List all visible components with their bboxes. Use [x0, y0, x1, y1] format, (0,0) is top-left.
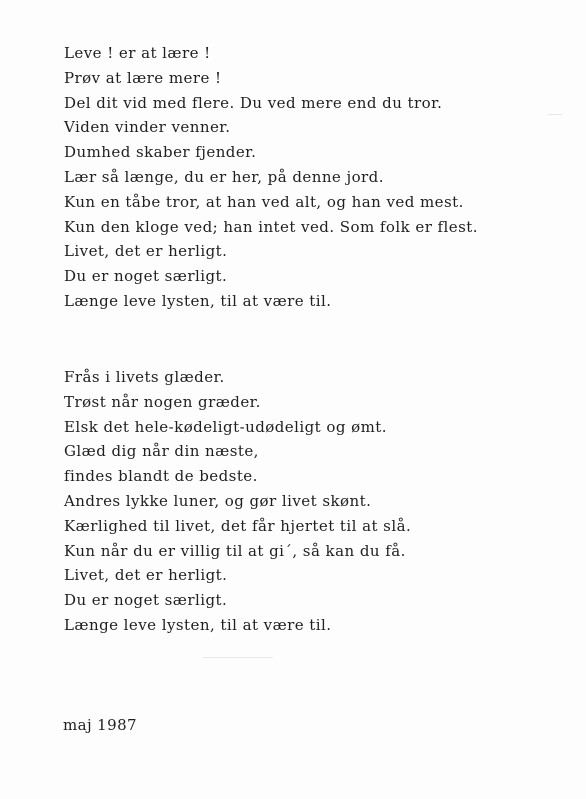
poem-line: Kun den kloge ved; han intet ved. Som folk er flest. [64, 217, 478, 236]
poem-line: Leve ! er at lære ! [64, 44, 211, 62]
poem-line: Kun en tåbe tror, at han ved alt, og han ved mest. [64, 192, 464, 211]
poem-line: Elsk det hele-kødeligt-udødeligt og ømt. [64, 417, 387, 436]
poem-date: maj 1987 [63, 716, 137, 734]
poem-line: Kærlighed til livet, det får hjertet til at slå. [64, 516, 412, 535]
poem-line: Dumhed skaber fjender. [64, 143, 257, 162]
poem-line: Du er noget særligt. [64, 267, 228, 286]
poem-line: Lær så længe, du er her, på denne jord. [64, 167, 384, 186]
poem-line: Frås i livets glæder. [64, 368, 225, 386]
poem-line: Længe leve lysten, til at være til. [64, 615, 332, 634]
poem-line: Glæd dig når din næste, [64, 442, 259, 461]
poem-line: Andres lykke luner, og gør livet skønt. [64, 491, 372, 510]
scan-mark [203, 657, 273, 658]
poem-line: Prøv at lære mere ! [64, 68, 222, 87]
poem-stanza-1 [64, 41, 478, 314]
poem-line: Livet, det er herligt. [64, 242, 228, 261]
poem-line: Du er noget særligt. [64, 591, 228, 610]
poem-line: Livet, det er herligt. [64, 566, 228, 585]
poem-line: Længe leve lysten, til at være til. [64, 291, 332, 310]
poem-stanza-2 [64, 365, 411, 638]
poem-line: Kun når du er villig til at gi´, så kan du få. [64, 541, 406, 560]
poem-line: Trøst når nogen græder. [64, 392, 261, 411]
scan-mark [548, 114, 562, 115]
poem-line: findes blandt de bedste. [64, 467, 258, 486]
poem-line: Del dit vid med flere. Du ved mere end du tror. [64, 93, 443, 112]
poem-line: Viden vinder venner. [64, 118, 231, 137]
